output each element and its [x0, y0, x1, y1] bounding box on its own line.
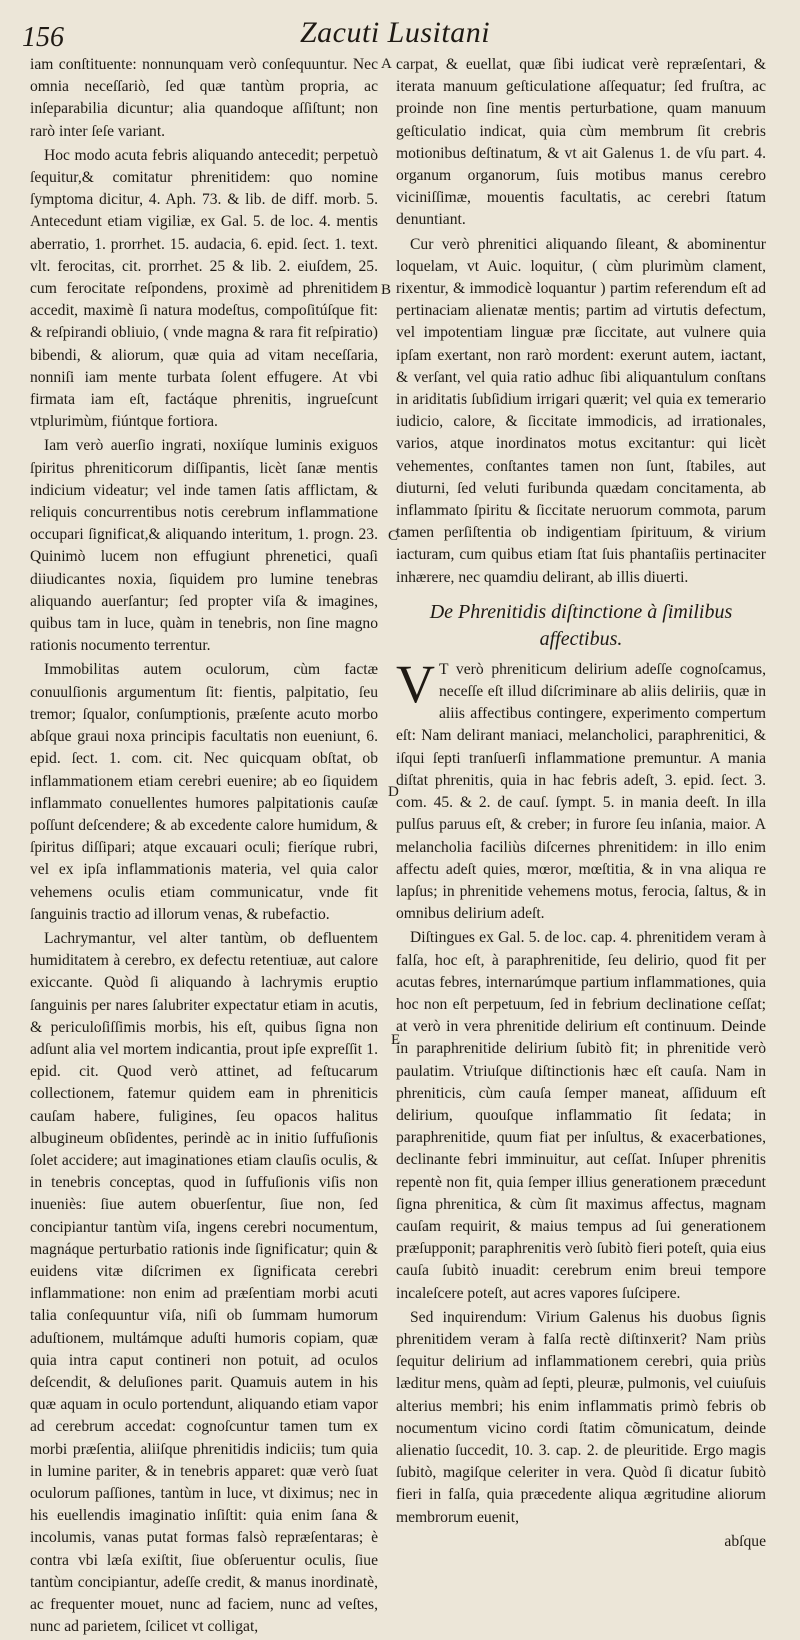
drop-cap: V	[396, 653, 435, 714]
paragraph: Cur verò phrenitici aliquando ſileant, & abominentur loquelam, vt Auic. loquitur, ( cùm plurimùm clament, rixentur, & immodicè loquantur ) partim referendum eſt ad pertinaciam alienatæ mentis; partim ad virtutis defectum, vel impotentiam linguæ præ ſiccitate, aut vulnere quia ipſam exertant, non rarò mordent: exerunt autem, iactant, & verſant, vel quia ratio adhuc ſibi aliquantulum conſtans in ariditatis ſubſidium irrigari quærit; vel quia ex temerario iudicio, calore, & ſiccitate immodicis, ad irrationales, varios, atque inordinatos motus excitantur: qui licèt vehementes, conſtantes tamen non ſunt, ſtabiles, aut diuturni, ſed veluti furibunda quædam concitamenta, ab inflammato ſpiritu & ſiccitate neruorum commota, parum tamen perſiſtentia ob indigentiam ſpirituum, & virium iacturam, cum quibus etiam ſtat ſuis phantaſiis pertinaciter inhærere, nec quamdiu delirant, ab illis diuerti.	[396, 235, 766, 586]
paragraph: Diſtingues ex Gal. 5. de loc. cap. 4. phrenitidem veram à falſa, hoc eſt, à paraphrenitide, ſeu delirio, quod fit per acutas febres, internarúmque partium inflammationes, quia hoc non eſt perpetuum, ſed in febrium declinatione ceſſat; at verò in vera phrenitide delirium eſt continuum. Deinde in paraphrenitide delirium ſubitò fit; in phrenitide verò paulatim. Vtriuſque diſtinctionis hæc eſt cauſa. Nam in phreniticis, cùm cauſa ſemper maneat, aſſiduum eſt delirium, quouſque inflammatio ſit ſedata; in paraphrenitide, quum fiat per inſultus, & exacerbationes, declinante febri imminuitur, aut ceſſat. Inſuper phrenitis repentè non fit, quia ſemper illius generationem præcedunt ſigna phrenitica, & cùm ſit maximus affectus, magnam cauſam requirit, & maius tempus ad ſui generationem præſupponit; paraphrenitis verò ſubitò fieri poteſt, quia eius cauſa ſubitò inuadit: cerebrum enim breui tempore incaleſcere poteſt, aut acres vapores ſuſcipere.	[396, 929, 766, 1302]
section-heading	[396, 599, 766, 653]
margin-letter-d: D	[388, 784, 399, 800]
paragraph: Hoc modo acuta febris aliquando antecedit; perpetuò ſequitur,& comitatur phrenitidem: quo nomine ſymptoma dicitur, 4. Aph. 73. & lib. de diff. morb. 5. Antecedunt etiam vigiliæ, ex Gal. 5. de loc. 4. mentis aberratio, 1. prorrhet. 15. audacia, 6. epid. ſect. 1. text. vlt. ferocitas, cit. prorrhet. 25 & lib. 2. eiuſdem, 25. cum ferocitate reſpondens, proximè ad phrenitidem accedit, maximè ſi natura modeſtus, compoſitúſque fit: & reſpirandi obliuio, ( vnde magna & rara fit reſpiratio) bibendi, & aliorum, quæ quia ad vitam neceſſaria, nonniſi iam mente turbata ſolent effugere. At vbi firmata iam eſt, factáque phrenitis, ingrueſcunt vtplurimùm, fiúntque fortiora.	[30, 146, 378, 431]
right-column	[396, 54, 766, 1555]
left-column	[30, 54, 378, 1640]
section-heading-line: affectibus.	[539, 627, 623, 650]
margin-letter-a: A	[381, 56, 392, 72]
paragraph: iam conſtituente: nonnunquam verò conſequuntur. Nec omnia neceſſariò, ſed quæ tantùm propria, ac inſeparabilia dicuntur; alia quandoque aſſiſtunt; non rarò inter ſeſe variant.	[30, 56, 378, 140]
paragraph: carpat, & euellat, quæ ſibi iudicat verè repræſentari, & iterata manuum geſticulatione aſſequatur; ſed fruſtra, ac proinde non ſine mentis perturbatione, quam manuum geſticulatio indicat, quia cùm membrum ſit crebris motionibus deſtinatum, & vt ait Galenus 1. de vſu part. 4. organum organorum, ſuis motibus manus cerebro viciniſſimæ, mouentis facultatis, ac cerebri ſtatum denuntiant.	[396, 56, 766, 229]
paragraph: Immobilitas autem oculorum, cùm factæ conuulſionis argumentum ſit: fientis, palpitatio, ſeu tremor; ſqualor, conſumptionis, præſente acuto morbo abſque graui noxa principis facultatis non eueniunt, 6. epid. ſect. 1. com. cit. Nec quicquam obſtat, ob inflammationem etiam cerebri euenire; ab eo ſiquidem inflammato conuellentes humores palpitationis cauſæ poſſunt deſcendere; & ab excedente calore humidum, & ſpiritus diſſipari; atque excauari oculi; fieríque rubri, vel ex ipſa inflammationis materia, vel quia calor vehemens oculis etiam communicatur, vnde fit ſanguinis tractio ad illorum venas, & rubefactio.	[30, 661, 378, 923]
margin-letter-b: B	[381, 282, 392, 298]
page-number: 156	[22, 22, 64, 53]
margin-letter-c: C	[388, 528, 399, 544]
paragraph-text: T verò phreniticum delirium adeſſe cognoſcamus, neceſſe eſt illud diſcriminare ab aliis deliriis, quæ in aliis affectibus contingere, experimento compertum eſt: Nam delirant maniaci, melancholici, paraphrenitici, & iſqui ſepti tranſuerſi inflammatione premuntur. A mania diſtat phrenitis, quia in hac febris adeſt, 3. epid. ſect. 3. com. 45. & 2. de cauſ. ſympt. 5. in mania deeſt. In illa pulſus paruus eſt, & creber; in furore ſeu inſania, maior. A melancholia faciliùs diſcernes phrenitidem: in illo enim affectu adeſt quies, mœror, mœſtitia, & in vna aliqua re lapſus; in phrenitide vehemens motus, ferocia, ſaltus, & in omnibus delirium adeſt.	[396, 660, 766, 923]
paragraph: Lachrymantur, vel alter tantùm, ob defluentem humiditatem à cerebro, ex defectu retentiuæ, aut calore exiccante. Quòd ſi aliquando à lachrymis eruptio ſanguinis per nares ſalubriter expectatur etiam in acutis, & periculoſiſſimis morbis, his eſt, quibus ſigna non adſunt alia vel mortem indicantia, prout ipſe expreſſit 1. epid. cit. Quod verò attinet, ad feſtucarum collectionem, fatemur quidem eam in phreniticis cauſam habere, fuligines, ſeu opacos halitus albugineum obſidentes, perindè ac in initio ſuffuſionis ſolet accidere; aut imaginationes etiam clauſis oculis, & in tenebris conceptas, quod in ſuffuſionis viſis non inueniès: ſiue autem obuerſentur, ſiue non, ſed concipiantur tantùm viſa, ingens cerebri nocumentum, magnáque perturbatio rationis inde ſignificatur; quin & euidens vitæ diſcrimen ex ſignificata cerebri inflammatione: non enim ad præſentiam morbi acuti talia conſequuntur viſa, niſi ob ſummam humorum aduſtionem, multámque aduſti humoris copiam, quæ quia intra caput contineri non potuit, ad oculos deſcendit, & deluſiones parit. Quamuis autem in his quæ aquam in oculo portendunt, aliquando etiam vapor ad cerebrum accedat: cognoſcuntur tamen tum ex morbi præſentia, aliiſque phrenitidis indiciis; tum quia in lumine pariter, & in tenebris apparet: quæ verò ſuat oculorum paſſiones, tantùm in luce, vt diximus; nec in his euellendis imaginatio inſiſtit: quia enim ſana & incolumis, vanas putat formas falsò repræſentaras; è contra vbi læſa exiſtit, ſiue obſeruentur oculis, ſiue tantùm concipiantur, adeſſe credit, & manus inordinatè, ac frequenter mouet, nunc ad faciem, nunc ad veſtes, nunc ad parietem, ſcilicet vt colligat,	[30, 929, 378, 1636]
paragraph	[396, 653, 766, 925]
paragraph: Sed inquirendum: Virium Galenus his duobus ſignis phrenitidem veram à falſa rectè diſtinxerit? Nam priùs ſequitur delirium ad inflammationem cerebri, quia priùs læditur mens, quàm ad ſepti, pleuræ, pulmonis, vel cuiuſuis alterius membri; his enim inflammatis primò febris ob nocumentum vicino cordi ſtatim cõmunicatum, deinde alienatio ſuccedit, 10. 3. cap. 2. de pleuritide. Ergo magis ſubitò, magiſque celeriter in vera. Quòd ſi dicatur ſubitò fieri in falſa, quia præcedente aliqua ægritudine aliorum membrorum euenit,	[396, 1308, 766, 1526]
margin-letter-e: E	[391, 1032, 401, 1048]
running-head: Zacuti Lusitani	[300, 16, 491, 49]
paragraph: Iam verò auerſio ingrati, noxiíque luminis exiguos ſpiritus phreniticorum diſſipantis, licèt ſanæ mentis indicium videatur; vel inde tamen ſatis afflictam, & reliquis concurrentibus notis cerebrum inflammatione occupari ſignificat,& aliquando interitum, 1. progn. 23. Quinimò lucem non effugiunt phrenetici, quaſi diiudicantes noxia, ſiquidem pro lumine tenebras aliquando auerſantur; ſed propter viſa & imagines, quibus tam in luce, quàm in tenebris, non ſine magno rationis nocumento terrentur.	[30, 437, 378, 655]
section-heading-line: De Phrenitidis diſtinctione à ſimilibus	[429, 600, 733, 623]
catchword: abſque	[724, 1532, 766, 1550]
